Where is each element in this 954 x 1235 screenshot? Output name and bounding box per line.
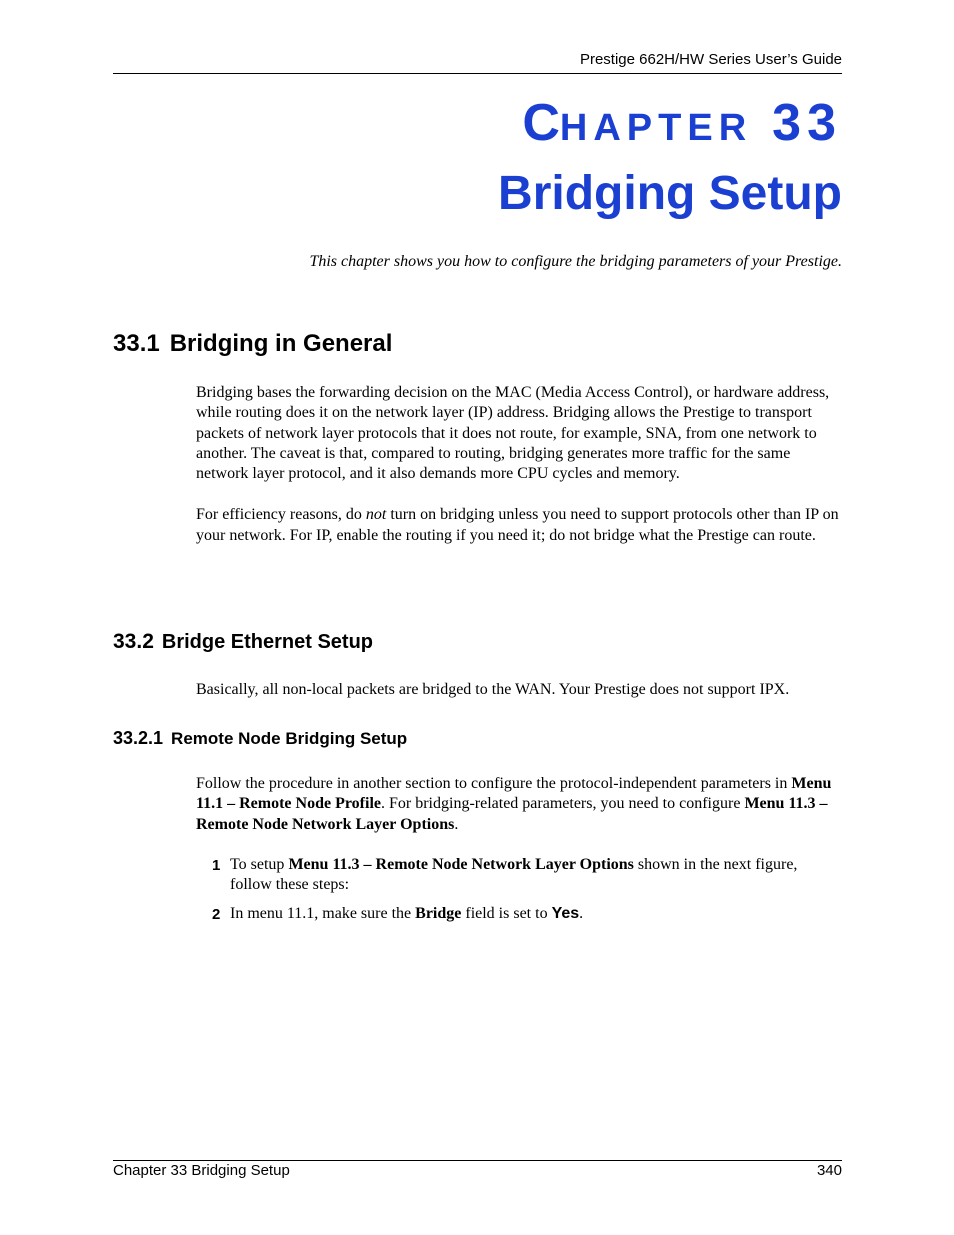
paragraph — [196, 505, 842, 546]
step-text — [230, 904, 842, 924]
step-text — [230, 855, 842, 896]
text-run: . — [454, 815, 459, 833]
section-number: 33.2 — [113, 630, 154, 653]
section-heading-33-2 — [113, 630, 373, 654]
menu-reference: Menu 11.3 – Remote Node Network Layer Options — [288, 856, 634, 873]
chapter-label-rest: HAPTER — [559, 107, 753, 149]
step-number: 2 — [212, 906, 221, 923]
field-name: Bridge — [415, 905, 462, 922]
chapter-number: 33 — [772, 94, 842, 152]
text-run: For efficiency reasons, do — [196, 506, 366, 524]
footer-chapter-title: Chapter 33 Bridging Setup — [113, 1162, 290, 1179]
step-number: 1 — [212, 857, 221, 874]
paragraph — [196, 774, 842, 835]
chapter-label — [522, 94, 842, 152]
step-item — [212, 904, 842, 924]
text-run: To setup — [230, 856, 289, 873]
subsection-title: Remote Node Bridging Setup — [171, 729, 408, 748]
page-number: 340 — [816, 1162, 842, 1179]
field-value: Yes — [551, 905, 580, 922]
emphasis-text: not — [365, 506, 387, 524]
text-run: shown in the next figure, follow these steps: — [230, 856, 798, 894]
subsection-number: 33.2.1 — [113, 728, 164, 748]
section-title: Bridge Ethernet Setup — [161, 631, 374, 653]
paragraph: Basically, all non-local packets are bridged to the WAN. Your Prestige does not support IPX. — [196, 681, 790, 698]
subsection-heading-33-2-1 — [113, 728, 407, 749]
text-run: . — [579, 905, 584, 922]
section-number: 33.1 — [113, 330, 160, 357]
menu-reference: Menu 11.1 – Remote Node Profile — [196, 775, 832, 813]
subsection-33-2-1-body — [196, 774, 842, 835]
section-33-1-body — [196, 383, 842, 546]
chapter-label-initial: C — [522, 94, 560, 152]
running-header: Prestige 662H/HW Series User’s Guide — [579, 51, 842, 68]
chapter-intro: This chapter shows you how to configure the bridging parameters of your Prestige. — [309, 253, 842, 270]
text-run: . For bridging-related parameters, you need to configure — [381, 795, 745, 813]
section-33-2-body — [196, 680, 842, 700]
chapter-title: Bridging Setup — [498, 167, 842, 220]
footer-divider — [113, 1160, 842, 1161]
step-item — [212, 855, 842, 896]
section-title: Bridging in General — [169, 330, 393, 357]
text-run: In menu 11.1, make sure the — [230, 905, 416, 922]
menu-reference: Menu 11.3 – Remote Node Network Layer Options — [196, 795, 828, 833]
text-run: field is set to — [461, 905, 552, 922]
section-heading-33-1 — [113, 330, 392, 358]
text-run: Follow the procedure in another section to configure the protocol-independent parameters in — [196, 775, 792, 792]
paragraph: Bridging bases the forwarding decision on the MAC (Media Access Control), or hardware address, while routing does it on the network layer (IP) address. Bridging allows the Prestige to transport packets of network layer protocols that it does not route, for example, SNA, from one network to another. The caveat is that, compared to routing, bridging generates more traffic for the same network layer protocol, and it also demands more CPU cycles and memory. — [196, 384, 830, 483]
text-run: turn on bridging unless you need to support protocols other than IP on your network. For IP, enable the routing if you need it; do not bridge what the Prestige can route. — [196, 506, 839, 544]
header-divider — [113, 73, 842, 74]
